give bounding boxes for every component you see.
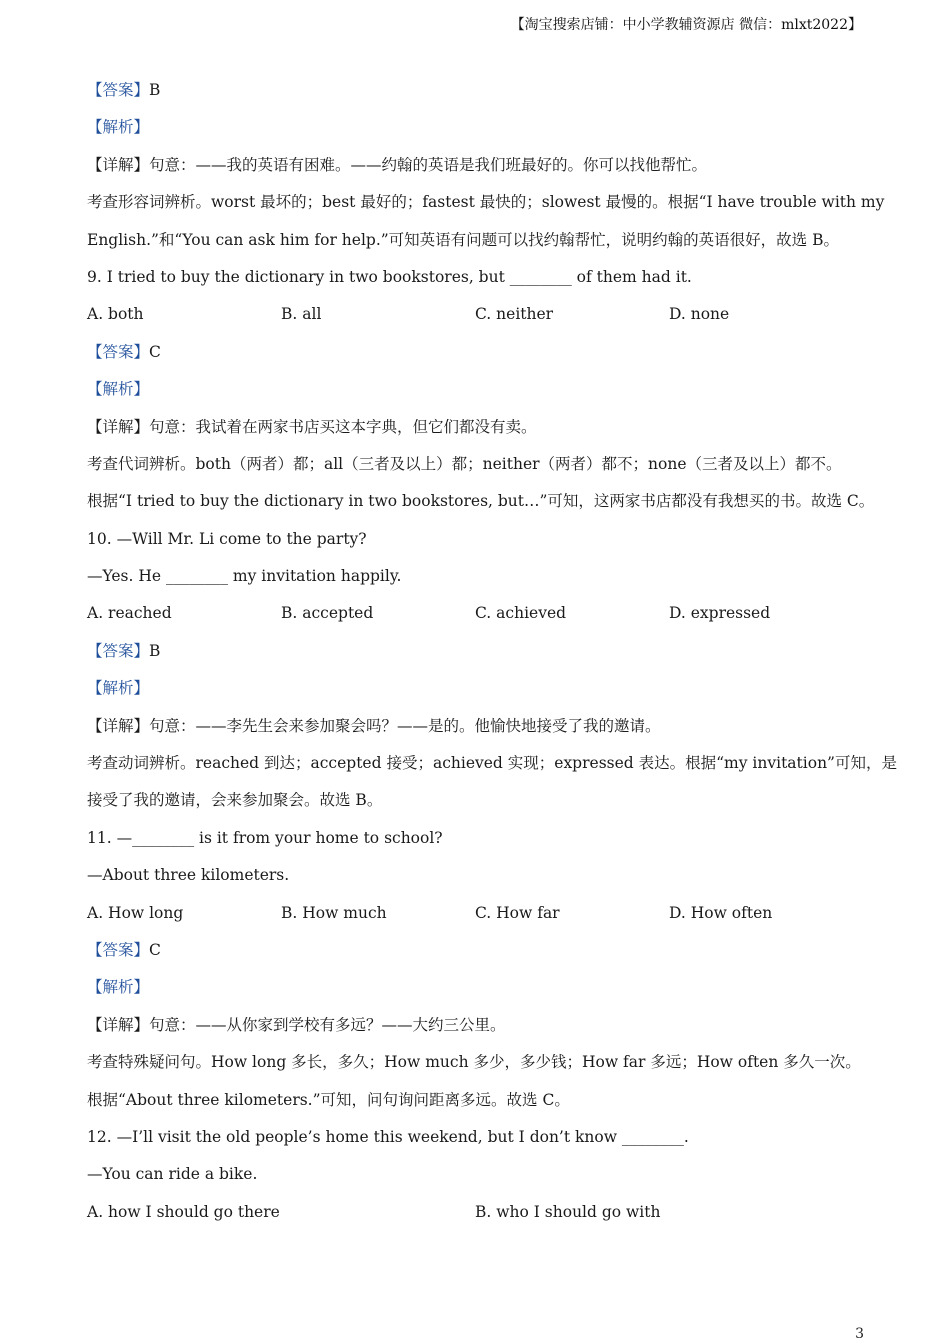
text-line: 考查动词辨析。reached 到达；accepted 接受；achieved 实现；expressed 表达。根据“my invitation”可知，是 [87,754,897,773]
option-d: D. expressed [669,604,771,623]
answer-line [87,932,867,969]
answer-label: 【答案】 [87,81,150,99]
option-a: A. how I should go there [87,1202,280,1221]
text-line: 【详解】句意：我试着在两家书店买这本字典，但它们都没有卖。 [87,417,537,436]
option-c: C. How far [475,903,560,922]
option-c: C. neither [475,305,554,324]
page-number: 3 [855,1326,864,1342]
answer-options [87,296,867,333]
text-line: 考查代词辨析。both（两者）都；all（三者及以上）都；neither（两者）都不；none（三者及以上）都不。 [87,454,842,473]
text-line: 11. —________ is it from your home to school? [87,828,443,847]
text-line: 【详解】句意：——我的英语有困难。——约翰的英语是我们班最好的。你可以找他帮忙。 [87,155,708,174]
text-line: 考查形容词辨析。worst 最坏的；best 最好的；fastest 最快的；slowest 最慢的。根据“I have trouble with my [87,193,885,212]
text-line: 考查特殊疑问句。How long 多长，多久；How much 多少，多少钱；How far 多远；How often 多久一次。 [87,1053,861,1072]
option-a: A. both [87,305,144,324]
option-d: D. How often [669,903,773,922]
answer-value: C [149,940,161,959]
text-line: 10. —Will Mr. Li come to the party? [87,529,367,548]
text-line: —About three kilometers. [87,866,290,885]
text-line: 根据“About three kilometers.”可知，问句询问距离多远。故选 C。 [87,1090,570,1109]
text-line: —Yes. He ________ my invitation happily. [87,567,402,586]
option-b: B. accepted [281,604,374,623]
option-a: A. reached [87,604,172,623]
option-b: B. who I should go with [475,1202,661,1221]
answer-label: 【答案】 [87,641,150,660]
analysis-heading: 【解析】 [87,978,150,997]
text-line: 【详解】句意：——李先生会来参加聚会吗？——是的。他愉快地接受了我的邀请。 [87,716,661,735]
answer-line [87,334,867,371]
page-header: 【淘宝搜索店铺：中小学教辅资源店 微信：mlxt2022】 [510,17,862,33]
text-line: 根据“I tried to buy the dictionary in two bookstores, but…”可知，这两家书店都没有我想买的书。故选 C。 [87,492,875,511]
text-line: 【详解】句意：——从你家到学校有多远？——大约三公里。 [87,1015,506,1034]
option-d: D. none [669,305,730,324]
document-body [87,72,897,1231]
text-line: —You can ride a bike. [87,1165,258,1184]
analysis-heading: 【解析】 [87,679,150,698]
answer-label: 【答案】 [87,342,150,361]
answer-value: B [149,81,161,99]
option-b: B. all [281,305,322,324]
answer-line [87,72,867,109]
text-line: 接受了我的邀请，会来参加聚会。故选 B。 [87,791,383,810]
answer-options [87,1194,867,1231]
answer-value: B [149,641,161,660]
answer-label: 【答案】 [87,940,150,959]
text-line: 12. —I’ll visit the old people’s home this weekend, but I don’t know ________. [87,1127,689,1146]
analysis-heading: 【解析】 [87,118,150,137]
answer-line [87,633,867,670]
answer-options [87,595,867,632]
text-line: English.”和“You can ask him for help.”可知英语有问题可以找约翰帮忙，说明约翰的英语很好，故选 B。 [87,230,839,249]
answer-value: C [149,342,161,361]
option-a: A. How long [87,903,184,922]
answer-options [87,895,867,932]
analysis-heading: 【解析】 [87,380,150,399]
text-line: 9. I tried to buy the dictionary in two bookstores, but ________ of them had it. [87,267,692,286]
option-c: C. achieved [475,604,567,623]
option-b: B. How much [281,903,387,922]
